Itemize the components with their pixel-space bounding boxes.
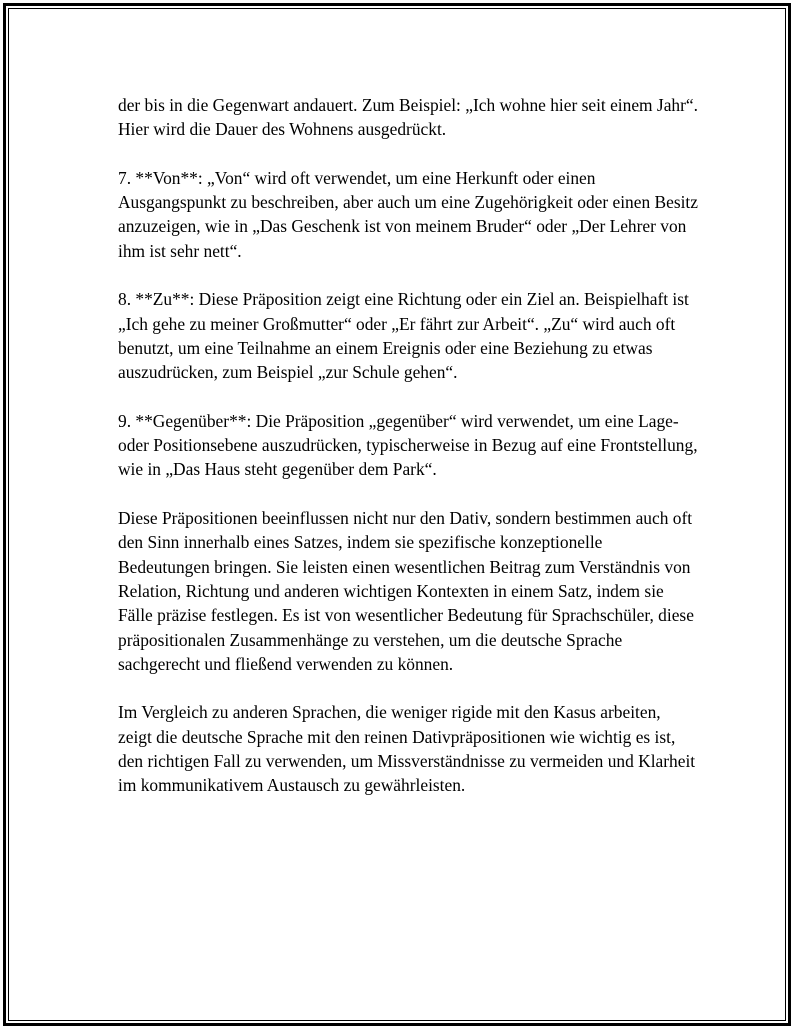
paragraph-continuation: der bis in die Gegenwart andauert. Zum Beispiel: „Ich wohne hier seit einem Jahr“. Hier wird die Dauer des Wohnens ausgedrückt. (118, 95, 698, 140)
paragraph-zu: 8. **Zu**: Diese Präposition zeigt eine Richtung oder ein Ziel an. Beispielhaft ist „Ich gehe zu meiner Großmutter“ oder „Er fährt zur Arbeit“. „Zu“ wird auch oft benutzt, um eine Teilnahme an einem Ereignis oder eine Beziehung zu etwas auszudrücken, zum Beispiel „zur Schule gehen“. (118, 289, 689, 383)
paragraph-comparison: Im Vergleich zu anderen Sprachen, die weniger rigide mit den Kasus arbeiten, zeigt die deutsche Sprache mit den reinen Dativpräpositionen wie wichtig es ist, den richtigen Fall zu verwenden, um Missverständnisse zu vermeiden und Klarheit im kommunikativem Austausch zu gewährleisten. (118, 702, 696, 796)
document-body (118, 93, 698, 822)
paragraph-von: 7. **Von**: „Von“ wird oft verwendet, um eine Herkunft oder einen Ausgangspunkt zu beschreiben, aber auch um eine Zugehörigkeit oder einen Besitz anzuzeigen, wie in „Das Geschenk ist von meinem Bruder“ oder „Der Lehrer von ihm ist sehr nett“. (118, 167, 698, 261)
paragraph-summary: Diese Präpositionen beeinflussen nicht nur den Dativ, sondern bestimmen auch oft den Sinn innerhalb eines Satzes, indem sie spezifische konzeptionelle Bedeutungen bringen. Sie leisten einen wesentlichen Beitrag zum Verständnis von Relation, Richtung und anderen wichtigen Kontexten in einem Satz, indem sie Fälle präzise festlegen. Es ist von wesentlicher Bedeutung für Sprachschüler, diese präpositionalen Zusammenhänge zu verstehen, um die deutsche Sprache sachgerecht und fließend verwenden zu können. (118, 508, 694, 674)
paragraph-gegenueber: 9. **Gegenüber**: Die Präposition „gegenüber“ wird verwendet, um eine Lage- oder Positionsebene auszudrücken, typischerweise in Bezug auf eine Frontstellung, wie in „Das Haus steht gegenüber dem Park“. (118, 410, 698, 480)
